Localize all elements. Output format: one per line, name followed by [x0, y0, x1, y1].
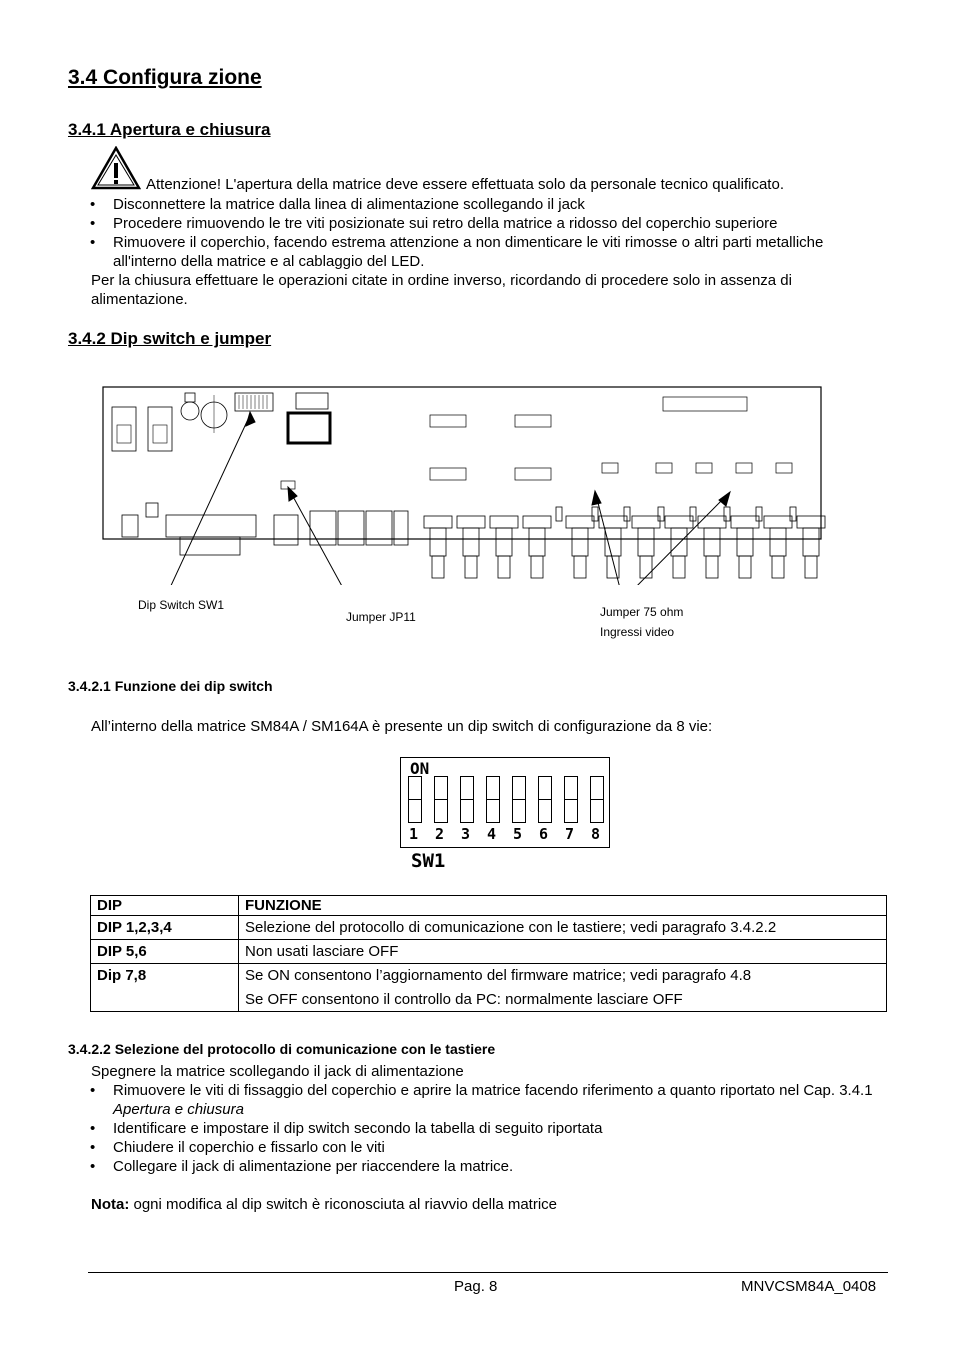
- closing-text: Per la chiusura effettuare le operazioni citate in ordine inverso, ricordando di procedere solo in assenza di alimentazione.: [91, 272, 792, 308]
- warning-text: Attenzione! L'apertura della matrice deve essere effettuata solo da personale tecnico qualificato.: [146, 176, 784, 193]
- step-text: Rimuovere le viti di fissaggio del coperchio e aprire la matrice facendo riferimento a quanto riportato nel Cap. 3.4.1: [113, 1082, 873, 1099]
- list-item: • Chiudere il coperchio e fissarlo con le viti: [90, 1138, 890, 1157]
- document-code: MNVCSM84A_0408: [741, 1278, 877, 1295]
- dip-lever-7: [564, 776, 578, 823]
- warning-icon: [91, 146, 141, 190]
- dip-number-3: 3: [461, 825, 471, 843]
- dip-number-8: 8: [591, 825, 601, 843]
- dip-lever-1: [408, 776, 422, 823]
- list-item: • Collegare il jack di alimentazione per riaccendere la matrice.: [90, 1157, 890, 1176]
- note-paragraph: [91, 1195, 557, 1214]
- function-line: Se OFF consentono il controllo da PC: normalmente lasciare OFF: [245, 991, 683, 1008]
- dip-number-1: 1: [409, 825, 419, 843]
- sw1-label: SW1: [411, 850, 446, 872]
- subsubsection-title-protocol: 3.4.2.2 Selezione del protocollo di comunicazione con le tastiere: [68, 1041, 496, 1057]
- subsubsection-title-dip-functions: 3.4.2.1 Funzione dei dip switch: [68, 678, 273, 694]
- section-title: 3.4 Configura zione: [68, 66, 262, 89]
- protocol-intro-text: Spegnere la matrice scollegando il jack di alimentazione: [91, 1063, 464, 1080]
- step-reference: Apertura e chiusura: [113, 1101, 244, 1118]
- list-item: [90, 1081, 890, 1119]
- dip-number-6: 6: [539, 825, 549, 843]
- table-header-row: [91, 896, 887, 916]
- label-jumper-jp11: Jumper JP11: [346, 610, 416, 624]
- dip-lever-5: [512, 776, 526, 823]
- note-text: ogni modifica al dip switch è riconosciuta al riavvio della matrice: [129, 1196, 558, 1213]
- table-row: [91, 964, 887, 1012]
- dip-number-7: 7: [565, 825, 575, 843]
- function-line: Se ON consentono l’aggiornamento del firmware matrice; vedi paragrafo 4.8: [245, 967, 752, 984]
- protocol-steps: [90, 1081, 890, 1176]
- note-label: Nota:: [91, 1196, 130, 1213]
- footer-rule: [88, 1272, 888, 1273]
- dip-switch-illustration: [400, 757, 610, 848]
- dip-cell: DIP 5,6: [91, 940, 239, 964]
- dip-cell: Dip 7,8: [91, 964, 239, 1012]
- list-item: • Procedere rimuovendo le tre viti posizionate sui retro della matrice a ridosso del coperchio superiore: [90, 214, 885, 233]
- dip-lever-6: [538, 776, 552, 823]
- column-header-dip: DIP: [91, 896, 239, 916]
- list-item: • Rimuovere il coperchio, facendo estrema attenzione a non dimenticare le viti rimosse o altri parti metalliche all'interno della matrice e al cablaggio del LED.: [90, 233, 885, 271]
- list-item: • Disconnettere la matrice dalla linea di alimentazione scollegando il jack: [90, 195, 885, 214]
- label-video-inputs: Ingressi video: [600, 625, 675, 639]
- table-row: [91, 940, 887, 964]
- label-dip-switch-sw1: Dip Switch SW1: [138, 598, 225, 612]
- dip-function-table: [90, 895, 887, 1012]
- dip-number-4: 4: [487, 825, 497, 843]
- dip-lever-3: [460, 776, 474, 823]
- opening-steps: [90, 195, 885, 271]
- label-jumper-75-ohm: Jumper 75 ohm: [600, 605, 684, 619]
- dip-number-2: 2: [435, 825, 445, 843]
- table-row: [91, 916, 887, 940]
- dip-cell: DIP 1,2,3,4: [91, 916, 239, 940]
- page-number: Pag. 8: [454, 1278, 498, 1295]
- list-item: • Identificare e impostare il dip switch secondo la tabella di seguito riportata: [90, 1119, 890, 1138]
- dip-intro-text: All’interno della matrice SM84A / SM164A è presente un dip switch di configurazione da 8 vie:: [91, 718, 713, 735]
- function-cell: Non usati lasciare OFF: [239, 940, 887, 964]
- pcb-board-diagram: [100, 385, 830, 585]
- dip-lever-4: [486, 776, 500, 823]
- function-cell: [239, 964, 887, 1012]
- dip-number-5: 5: [513, 825, 523, 843]
- column-header-funzione: FUNZIONE: [239, 896, 887, 916]
- function-cell: Selezione del protocollo di comunicazione con le tastiere; vedi paragrafo 3.4.2.2: [239, 916, 887, 940]
- dip-lever-2: [434, 776, 448, 823]
- subsection-title-dip: 3.4.2 Dip switch e jumper: [68, 329, 272, 348]
- subsection-title-apertura: 3.4.1 Apertura e chiusura: [68, 120, 271, 139]
- dip-on-label: ON: [410, 759, 430, 778]
- dip-lever-8: [590, 776, 604, 823]
